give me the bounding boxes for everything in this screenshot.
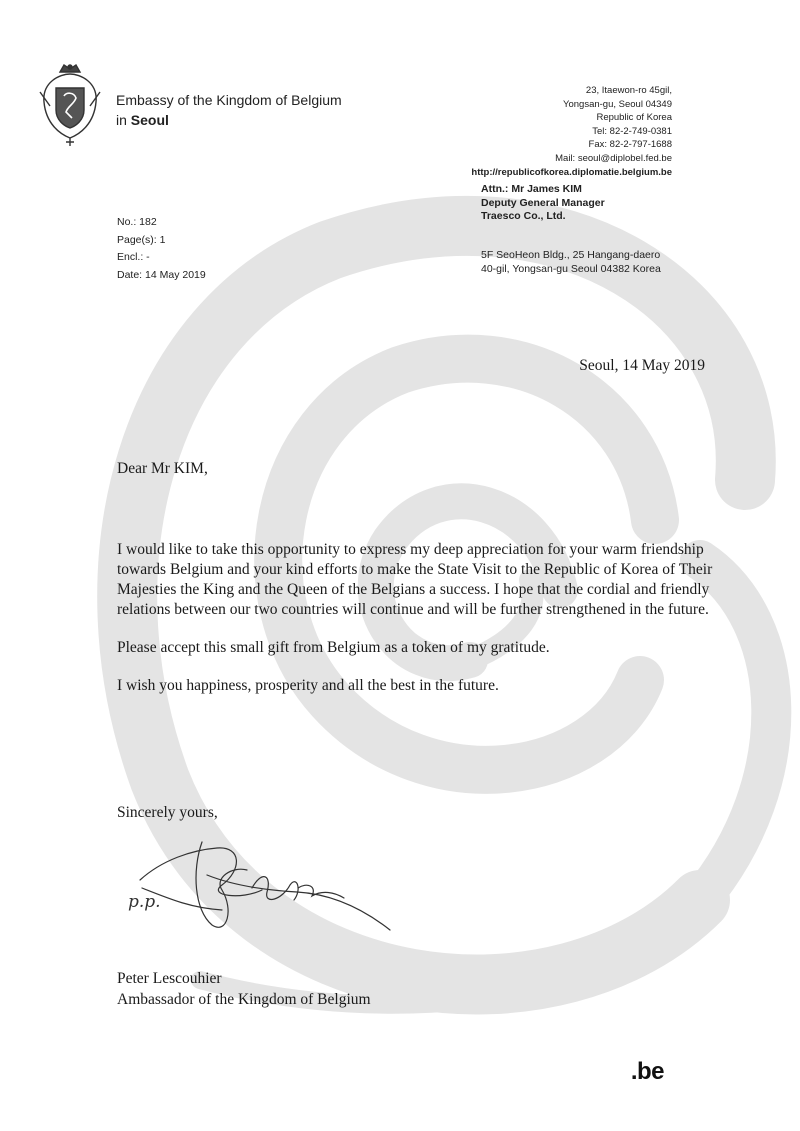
embassy-name	[116, 90, 342, 130]
letter-paragraph: I wish you happiness, prosperity and all the best in the future.	[117, 677, 499, 694]
recipient-attn-block	[481, 183, 605, 224]
contact-block	[412, 84, 672, 179]
reference-encl: Encl.: -	[117, 251, 150, 263]
recipient-attn: Attn.: Mr James KIM	[481, 183, 582, 195]
embassy-in: in	[116, 112, 131, 128]
signature	[122, 830, 402, 940]
recipient-address-line2: 40-gil, Yongsan-gu Seoul 04382 Korea	[481, 262, 661, 275]
coat-of-arms-icon	[36, 62, 104, 148]
embassy-city: Seoul	[130, 112, 169, 128]
contact-country: Republic of Korea	[596, 112, 672, 124]
letter-paragraph: I would like to take this opportunity to express my deep appreciation for your warm friendship towards Belgium and your kind efforts to make the State Visit to the Republic of Korea of Their Majesties the King and the Queen of the Belgians a success. I hope that the cordial and friendly relations between our two countries will continue and will be further strengthened in the future.	[117, 541, 713, 618]
signer-block	[117, 968, 371, 1010]
embassy-line2	[116, 110, 342, 130]
letter-salutation: Dear Mr KIM,	[117, 460, 208, 477]
signer-name: Peter Lescouhier	[117, 970, 222, 987]
letter-body	[117, 540, 717, 714]
contact-address-line2: Yongsan-gu, Seoul 04349	[563, 98, 672, 110]
contact-website-link[interactable]: http://republicofkorea.diplomatie.belgium.be	[471, 166, 672, 178]
reference-block	[117, 214, 206, 284]
contact-address-line1: 23, Itaewon-ro 45gil,	[585, 85, 672, 96]
letter-closing: Sincerely yours,	[117, 804, 218, 821]
embassy-line1: Embassy of the Kingdom of Belgium	[116, 92, 342, 108]
letter-place-date: Seoul, 14 May 2019	[579, 357, 705, 374]
signature-pp-mark: p.p.	[128, 892, 161, 912]
recipient-address-line1: 5F SeoHeon Bldg., 25 Hangang-daero	[481, 249, 661, 261]
letter-paragraph: Please accept this small gift from Belgium as a token of my gratitude.	[117, 639, 550, 656]
contact-mail: Mail: seoul@diplobel.fed.be	[555, 152, 672, 164]
recipient-address	[481, 249, 661, 276]
reference-pages: Page(s): 1	[117, 233, 166, 246]
signer-title: Ambassador of the Kingdom of Belgium	[117, 991, 371, 1008]
reference-date: Date: 14 May 2019	[117, 268, 206, 281]
recipient-title: Deputy General Manager	[481, 196, 605, 209]
reference-no: No.: 182	[117, 216, 157, 228]
contact-tel: Tel: 82-2-749-0381	[592, 125, 672, 137]
be-logo: .be	[630, 1058, 664, 1085]
contact-fax: Fax: 82-2-797-1688	[588, 139, 672, 151]
recipient-company: Traesco Co., Ltd.	[481, 210, 566, 222]
